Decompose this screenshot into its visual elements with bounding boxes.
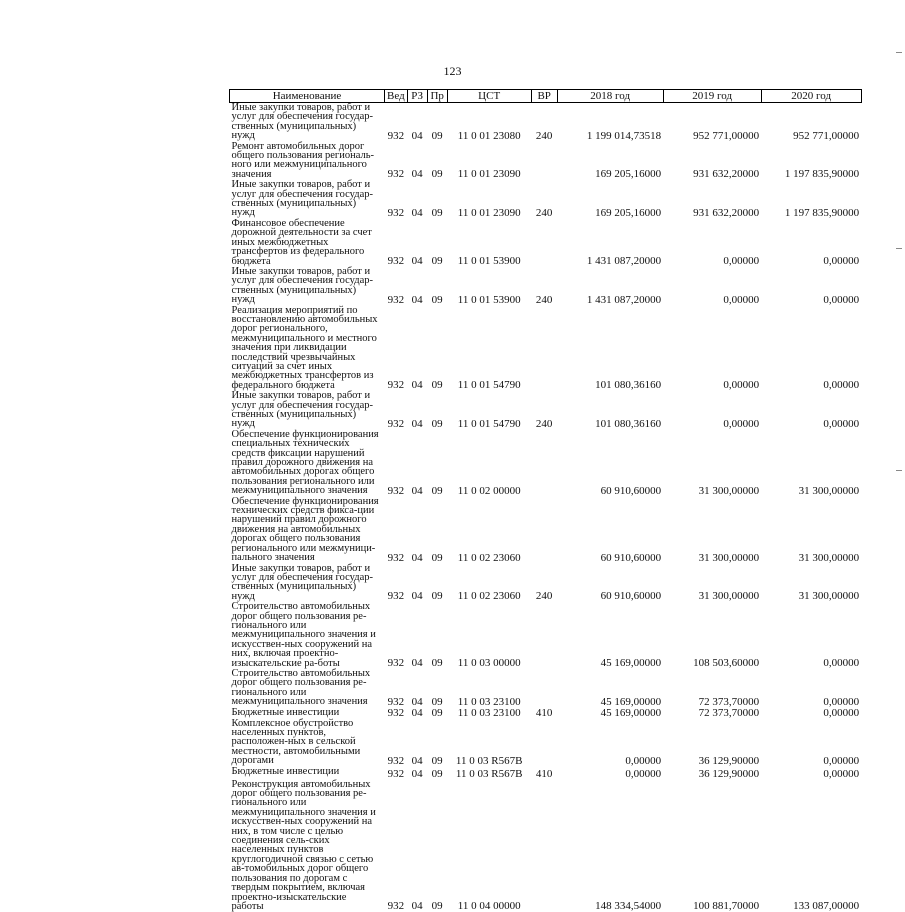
row-vr: 240 bbox=[535, 206, 553, 219]
row-rz: 04 bbox=[411, 551, 423, 564]
table-row bbox=[230, 602, 862, 669]
row-rz: 04 bbox=[411, 754, 423, 767]
row-amount-2018: 169 205,16000 bbox=[595, 168, 662, 181]
row-ved: 932 bbox=[387, 767, 405, 780]
row-cst: 11 0 03 00000 bbox=[457, 656, 521, 669]
row-ved: 932 bbox=[387, 551, 405, 564]
row-vr: 240 bbox=[535, 417, 553, 430]
row-amount-2020: 0,00000 bbox=[823, 293, 860, 306]
row-amount-2018: 101 080,36160 bbox=[595, 379, 662, 392]
row-ved: 932 bbox=[387, 129, 405, 142]
page-number: 123 bbox=[443, 64, 462, 78]
row-amount-2018: 60 910,60000 bbox=[600, 590, 662, 603]
table-row bbox=[230, 564, 862, 603]
row-rz: 04 bbox=[411, 767, 423, 780]
table-row bbox=[230, 430, 862, 497]
row-vr: 410 bbox=[535, 706, 553, 719]
row-rz: 04 bbox=[411, 254, 423, 267]
row-rz: 04 bbox=[411, 293, 423, 306]
row-ved: 932 bbox=[387, 706, 405, 719]
row-ved: 932 bbox=[387, 900, 405, 912]
row-ved: 932 bbox=[387, 656, 405, 669]
row-pr: 09 bbox=[431, 767, 443, 780]
row-ved: 932 bbox=[387, 484, 405, 497]
table-header-row bbox=[230, 90, 862, 103]
row-pr: 09 bbox=[431, 254, 443, 267]
row-rz: 04 bbox=[411, 129, 423, 142]
row-amount-2020: 0,00000 bbox=[823, 379, 860, 392]
col-header-ved: Вед bbox=[385, 90, 408, 103]
row-cst: 11 0 03 23100 bbox=[457, 695, 521, 708]
row-vr: 410 bbox=[535, 767, 553, 780]
row-pr: 09 bbox=[431, 417, 443, 430]
row-cst: 11 0 03 23100 bbox=[457, 706, 521, 719]
row-amount-2020: 0,00000 bbox=[823, 656, 860, 669]
row-pr: 09 bbox=[431, 551, 443, 564]
row-name: Иные закупки товаров, работ и услуг для обеспечения государ-ственных (муниципальных) нужд bbox=[231, 562, 373, 602]
row-vr bbox=[531, 219, 557, 267]
row-rz: 04 bbox=[411, 900, 423, 912]
row-amount-2019: 31 300,00000 bbox=[698, 484, 760, 497]
col-header-2020: 2020 год bbox=[761, 90, 861, 103]
row-amount-2020: 133 087,00000 bbox=[793, 900, 860, 912]
row-vr: 240 bbox=[535, 590, 553, 603]
row-amount-2020: 0,00000 bbox=[823, 767, 860, 780]
row-cst: 11 0 01 23090 bbox=[457, 168, 521, 181]
row-name: Иные закупки товаров, работ и услуг для обеспечения государ-ственных (муниципальных) нужд bbox=[231, 390, 373, 430]
row-amount-2020: 31 300,00000 bbox=[798, 551, 860, 564]
row-cst: 11 0 02 23060 bbox=[457, 551, 521, 564]
row-cst: 11 0 03 R567B bbox=[455, 767, 523, 780]
row-amount-2020: 1 197 835,90000 bbox=[784, 168, 860, 181]
row-vr bbox=[531, 669, 557, 708]
col-header-rz: РЗ bbox=[407, 90, 427, 103]
row-pr: 09 bbox=[431, 590, 443, 603]
col-header-cst: ЦСТ bbox=[447, 90, 531, 103]
row-amount-2019: 72 373,70000 bbox=[698, 706, 760, 719]
row-rz: 04 bbox=[411, 206, 423, 219]
row-cst: 11 0 01 53900 bbox=[457, 254, 521, 267]
row-amount-2020: 31 300,00000 bbox=[798, 484, 860, 497]
budget-table bbox=[229, 89, 862, 912]
row-vr bbox=[531, 306, 557, 392]
row-amount-2018: 148 334,54000 bbox=[595, 900, 662, 912]
row-ved: 932 bbox=[387, 254, 405, 267]
row-name: Комплексное обустройство населенных пунктов, расположен-ных в сельской местности, автомобильными дорогами bbox=[231, 717, 361, 767]
row-name: Ремонт автомобильных дорог общего пользования региональ-ного или межмуниципального значения bbox=[231, 140, 375, 180]
row-rz: 04 bbox=[411, 417, 423, 430]
row-cst: 11 0 01 54790 bbox=[457, 417, 521, 430]
table-row bbox=[230, 497, 862, 564]
row-amount-2019: 108 503,60000 bbox=[693, 656, 760, 669]
row-amount-2018: 60 910,60000 bbox=[600, 484, 662, 497]
row-amount-2018: 101 080,36160 bbox=[595, 417, 662, 430]
row-cst: 11 0 01 54790 bbox=[457, 379, 521, 392]
row-name: Строительство автомобильных дорог общего пользования ре-гионального или межмуниципального значения и искусствен-ных сооружений на них, включая проектно-изыскательские ра-боты bbox=[231, 601, 376, 669]
row-amount-2018: 0,00000 bbox=[625, 754, 662, 767]
table-row bbox=[230, 708, 862, 719]
row-amount-2020: 0,00000 bbox=[823, 417, 860, 430]
col-header-name: Наименование bbox=[230, 90, 385, 103]
row-ved: 932 bbox=[387, 695, 405, 708]
row-ved: 932 bbox=[387, 379, 405, 392]
row-pr: 09 bbox=[431, 129, 443, 142]
scan-artifact bbox=[896, 248, 902, 249]
row-amount-2019: 31 300,00000 bbox=[698, 551, 760, 564]
table-row bbox=[230, 719, 862, 767]
row-amount-2019: 31 300,00000 bbox=[698, 590, 760, 603]
table-row bbox=[230, 180, 862, 219]
row-vr: 240 bbox=[535, 129, 553, 142]
row-amount-2019: 100 881,70000 bbox=[693, 900, 760, 912]
row-name: Бюджетные инвестиции bbox=[231, 706, 340, 718]
row-amount-2018: 1 431 087,20000 bbox=[586, 254, 662, 267]
row-cst: 11 0 01 23080 bbox=[457, 129, 521, 142]
table-row bbox=[230, 669, 862, 708]
row-cst: 11 0 01 23090 bbox=[457, 206, 521, 219]
row-pr: 09 bbox=[431, 900, 443, 912]
row-name: Иные закупки товаров, работ и услуг для обеспечения государ-ственных (муниципальных) нужд bbox=[231, 265, 373, 306]
row-amount-2020: 1 197 835,90000 bbox=[784, 206, 860, 219]
row-amount-2018: 1 431 087,20000 bbox=[586, 293, 662, 306]
row-vr bbox=[531, 497, 557, 564]
row-name: Иные закупки товаров, работ и услуг для обеспечения государ-ственных (муниципальных) нужд bbox=[231, 179, 373, 219]
row-vr bbox=[531, 430, 557, 497]
table-row bbox=[230, 767, 862, 780]
scan-artifact bbox=[896, 52, 902, 53]
col-header-pr: Пр bbox=[427, 90, 447, 103]
row-amount-2019: 36 129,90000 bbox=[698, 754, 760, 767]
row-amount-2019: 36 129,90000 bbox=[698, 767, 760, 780]
row-rz: 04 bbox=[411, 656, 423, 669]
row-pr: 09 bbox=[431, 656, 443, 669]
row-amount-2018: 1 199 014,73518 bbox=[586, 129, 662, 142]
row-rz: 04 bbox=[411, 706, 423, 719]
row-vr: 240 bbox=[535, 293, 553, 306]
row-pr: 09 bbox=[431, 206, 443, 219]
row-ved: 932 bbox=[387, 417, 405, 430]
table-row bbox=[230, 391, 862, 430]
row-ved: 932 bbox=[387, 168, 405, 181]
row-amount-2019: 931 632,20000 bbox=[693, 206, 760, 219]
row-amount-2018: 0,00000 bbox=[625, 767, 662, 780]
row-amount-2020: 0,00000 bbox=[823, 695, 860, 708]
table-row bbox=[230, 306, 862, 392]
row-pr: 09 bbox=[431, 695, 443, 708]
row-amount-2019: 0,00000 bbox=[723, 254, 760, 267]
row-pr: 09 bbox=[431, 293, 443, 306]
row-amount-2020: 0,00000 bbox=[823, 754, 860, 767]
row-ved: 932 bbox=[387, 754, 405, 767]
row-vr bbox=[531, 602, 557, 669]
row-name: Финансовое обеспечение дорожной деятельности за счет иных межбюджетных трансфертов из федерального бюджета bbox=[231, 217, 372, 267]
col-header-2018: 2018 год bbox=[557, 90, 663, 103]
row-amount-2020: 0,00000 bbox=[823, 254, 860, 267]
table-row bbox=[230, 142, 862, 181]
row-ved: 932 bbox=[387, 206, 405, 219]
row-cst: 11 0 03 R567B bbox=[455, 754, 523, 767]
row-name: Строительство автомобильных дорог общего пользования ре-гионального или межмуниципального значения bbox=[231, 667, 371, 708]
row-name: Реконструкция автомобильных дорог общего пользования ре-гионального или межмуниципального значения и искусствен-ных сооружений на них, в том числе с целью соединения сель-ских населенных пунктов круглогодичной связью с сетью ав-томобильных дорог общего пользования по дорогам с твердым покрытием, включая проектно-изыскательские работы bbox=[231, 778, 376, 912]
row-amount-2018: 60 910,60000 bbox=[600, 551, 662, 564]
table-row bbox=[230, 267, 862, 306]
row-amount-2020: 952 771,00000 bbox=[793, 129, 860, 142]
row-amount-2019: 0,00000 bbox=[723, 417, 760, 430]
row-pr: 09 bbox=[431, 168, 443, 181]
row-amount-2019: 72 373,70000 bbox=[698, 695, 760, 708]
table-row bbox=[230, 219, 862, 267]
row-amount-2020: 31 300,00000 bbox=[798, 590, 860, 603]
row-rz: 04 bbox=[411, 695, 423, 708]
scan-artifact bbox=[896, 470, 902, 471]
row-rz: 04 bbox=[411, 379, 423, 392]
row-cst: 11 0 02 23060 bbox=[457, 590, 521, 603]
row-name: Реализация мероприятий по восстановлению автомобильных дорог регионального, межмуниципального и местного значения при ликвидации последствий чрезвычайных ситуаций за счет иных межбюджетных трансфертов из федерального бюджета bbox=[231, 304, 378, 391]
row-amount-2019: 0,00000 bbox=[723, 379, 760, 392]
row-amount-2019: 0,00000 bbox=[723, 293, 760, 306]
row-amount-2020: 0,00000 bbox=[823, 706, 860, 719]
row-pr: 09 bbox=[431, 379, 443, 392]
row-pr: 09 bbox=[431, 754, 443, 767]
row-name: Обеспечение функционирования специальных технических средств фиксации нарушений правил дорожного движения на автомобильных дорогах общего пользования регионального или межмуниципального значения bbox=[231, 428, 379, 497]
row-cst: 11 0 01 53900 bbox=[457, 293, 521, 306]
col-header-2019: 2019 год bbox=[663, 90, 761, 103]
row-amount-2018: 45 169,00000 bbox=[600, 706, 662, 719]
table-row bbox=[230, 780, 862, 912]
row-vr bbox=[531, 780, 557, 912]
table-row bbox=[230, 103, 862, 142]
row-name: Обеспечение функционирования технических средств фикса-ции нарушений правил дорожного движения на автомобильных дорогах общего пользования регионального или межмуници-пального значения bbox=[231, 495, 379, 564]
col-header-vr: ВР bbox=[531, 90, 557, 103]
row-amount-2018: 45 169,00000 bbox=[600, 695, 662, 708]
row-pr: 09 bbox=[431, 706, 443, 719]
row-rz: 04 bbox=[411, 484, 423, 497]
row-ved: 932 bbox=[387, 293, 405, 306]
row-name: Бюджетные инвестиции bbox=[231, 765, 340, 777]
row-vr bbox=[531, 142, 557, 181]
row-rz: 04 bbox=[411, 168, 423, 181]
row-cst: 11 0 02 00000 bbox=[457, 484, 521, 497]
row-pr: 09 bbox=[431, 484, 443, 497]
row-ved: 932 bbox=[387, 590, 405, 603]
row-amount-2019: 952 771,00000 bbox=[693, 129, 760, 142]
row-cst: 11 0 04 00000 bbox=[457, 900, 521, 912]
row-amount-2018: 45 169,00000 bbox=[600, 656, 662, 669]
row-rz: 04 bbox=[411, 590, 423, 603]
row-amount-2018: 169 205,16000 bbox=[595, 206, 662, 219]
row-amount-2019: 931 632,20000 bbox=[693, 168, 760, 181]
row-name: Иные закупки товаров, работ и услуг для обеспечения государ-ственных (муниципальных) нужд bbox=[231, 102, 373, 142]
row-vr bbox=[531, 719, 557, 767]
